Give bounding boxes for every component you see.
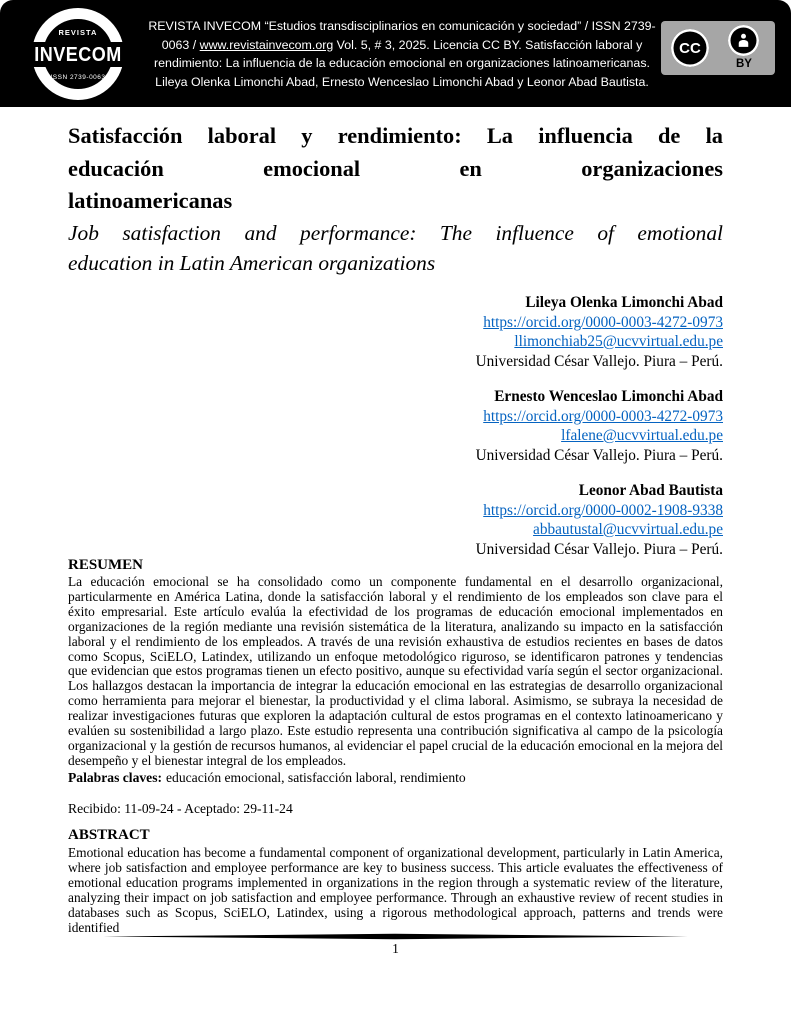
cc-by-label: BY (736, 58, 752, 70)
author-orcid-link[interactable]: https://orcid.org/0000-0003-4272-0973 (483, 313, 723, 331)
abstract-body: Emotional education has become a fundamental component of organizational development, particularly in Latin America, where job satisfaction and employee performance are key to business success. This article evaluates the effectiveness of emotional education programs implemented in organizations in the region through a systematic review of the literature, analyzing their impact on job satisfaction and employee performance. Through an exhaustive review of recent studies in databases such as Scopus, SciELO, Latindex, using a rigorous methodological approach, patterns and trends were identified (68, 845, 723, 935)
keywords-label: Palabras claves: (68, 770, 163, 785)
cc-person-icon (728, 25, 759, 56)
author-block (68, 387, 723, 465)
title-en-line: education in Latin American organizations (68, 251, 436, 275)
author-affiliation: Universidad César Vallejo. Piura – Perú. (475, 540, 723, 558)
author-name: Ernesto Wenceslao Limonchi Abad (494, 388, 723, 405)
authors-block (68, 293, 723, 575)
author-email-link[interactable]: llimonchiab25@ucvvirtual.edu.pe (514, 333, 723, 350)
author-orcid-link[interactable]: https://orcid.org/0000-0002-1908-9338 (483, 501, 723, 519)
citation-text-after: Vol. 5, # 3, 2025. Licencia CC BY. Satisfacción laboral y rendimiento: La influencia de la educación emocional en organizaciones latinoamericanas. Lileya Olenka Limonchi Abad, Ernesto Wenceslao Limonchi Abad y Leonor Abad Bautista. (154, 37, 650, 89)
author-email-row (68, 426, 723, 446)
author-orcid-row (68, 501, 723, 521)
author-orcid-link[interactable]: https://orcid.org/0000-0003-4272-0973 (483, 407, 723, 425)
header-citation (148, 17, 656, 91)
author-email-link[interactable]: lfalene@ucvvirtual.edu.pe (561, 427, 723, 444)
resumen-heading: RESUMEN (68, 557, 144, 573)
resumen-section (68, 557, 723, 769)
author-name: Lileya Olenka Limonchi Abad (525, 294, 723, 311)
citation-text-before: REVISTA INVECOM “Estudios transdisciplinarios en comunicación y sociedad” / ISSN 2739-0063 / (148, 19, 656, 52)
logo-issn-text: ISSN 2739-0063 (50, 74, 106, 81)
author-orcid-row (68, 407, 723, 427)
author-affiliation: Universidad César Vallejo. Piura – Perú. (475, 446, 723, 464)
title-es-line: educación emocional en organizaciones (68, 155, 723, 181)
abstract-heading: ABSTRACT (68, 827, 150, 843)
article-title-es (68, 120, 723, 218)
page-number: 1 (392, 941, 399, 956)
journal-header-band (0, 0, 791, 107)
logo-band (25, 42, 131, 67)
cc-icon (671, 29, 709, 67)
author-block (68, 293, 723, 371)
title-es-line: Satisfacción laboral y rendimiento: La influencia de la (68, 123, 723, 148)
title-block (68, 120, 723, 279)
journal-logo (32, 8, 124, 100)
resumen-body: La educación emocional se ha consolidado como un componente fundamental en el desarrollo organizacional, particularmente en América Latina, donde la satisfacción laboral y el rendimiento de los empleados son clave para el éxito empresarial. Este artículo evalúa la efectividad de los programas de educación emocional implementados en organizaciones de la región mediante una revisión sistemática de la literatura, analizando su impacto en la satisfacción laboral y el rendimiento de los empleados. A través de una revisión exhaustiva de estudios recientes en bases de datos como Scopus, SciELO, Latindex, utilizando un enfoque metodológico riguroso, se identificaron patrones y tendencias que evidencian que estos programas tienen un efecto positivo, aunque su efectividad varía según el sector organizacional. Los hallazgos destacan la importancia de integrar la educación emocional en las estrategias de desarrollo organizacional como herramienta para mejorar el bienestar, la productividad y el clima laboral. Asimismo, se subraya la necesidad de realizar investigaciones futuras que exploren la adaptación cultural de estos programas en el contexto latinoamericano y evalúen su sostenibilidad a largo plazo. Este estudio representa una contribución significativa al campo de la psicología organizacional y la gestión de recursos humanos, al evidenciar el papel crucial de la educación emocional en la mejora del desempeño y el bienestar integral de los empleados. (68, 574, 723, 768)
author-email-link[interactable]: abbautustal@ucvvirtual.edu.pe (533, 521, 723, 538)
title-es-line: latinoamericanas (68, 188, 233, 213)
author-email-row (68, 520, 723, 540)
logo-revista-text: REVISTA (58, 28, 98, 37)
journal-website-link[interactable]: www.revistainvecom.org (199, 37, 334, 52)
keywords-line (68, 770, 723, 786)
abstract-section (68, 827, 723, 935)
author-affiliation: Universidad César Vallejo. Piura – Perú. (475, 352, 723, 370)
author-orcid-row (68, 313, 723, 333)
author-email-row (68, 332, 723, 352)
article-title-en (68, 218, 723, 279)
cc-label: CC (679, 39, 701, 57)
footer-rule (103, 933, 688, 940)
title-en-line: Job satisfaction and performance: The influence of emotional (68, 220, 723, 245)
logo-invecom-text: INVECOM (34, 42, 122, 66)
author-block (68, 481, 723, 559)
author-name: Leonor Abad Bautista (578, 482, 723, 499)
received-accepted-line: Recibido: 11-09-24 - Aceptado: 29-11-24 (68, 801, 293, 816)
keywords-value: educación emocional, satisfacción laboral, rendimiento (166, 770, 466, 785)
cc-by-badge (661, 21, 775, 75)
